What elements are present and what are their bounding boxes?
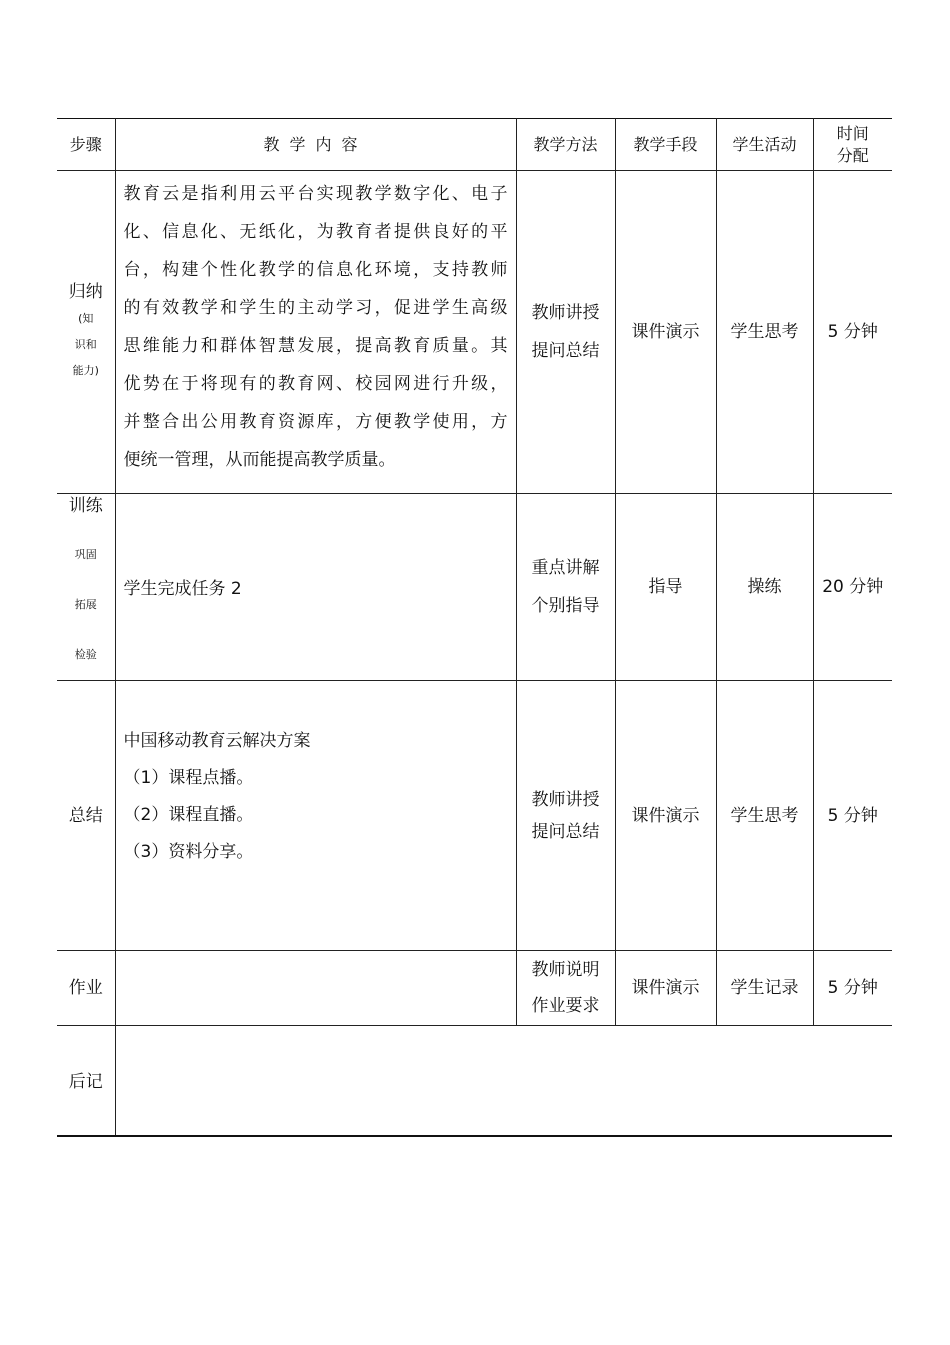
method-cell — [516, 171, 615, 494]
table-row — [57, 951, 892, 1026]
header-step — [57, 119, 115, 171]
method-cell — [516, 951, 615, 1026]
means-cell: 指导 — [615, 494, 716, 681]
step-main: 作业 — [68, 978, 103, 998]
method-line: 教师说明 — [531, 960, 600, 980]
content-cell — [115, 681, 516, 951]
step-sub: (知 — [78, 312, 94, 325]
header-activity: 学生活动 — [716, 119, 813, 171]
content-line: （2）课程直播。 — [123, 805, 254, 825]
table-row — [57, 681, 892, 951]
table-row — [57, 1026, 892, 1136]
step-main: 总结 — [68, 805, 103, 826]
table-row — [57, 171, 892, 494]
method-line: 作业要求 — [531, 996, 600, 1016]
step-sub: 能力) — [72, 364, 99, 377]
method-line: 个别指导 — [531, 596, 600, 616]
content-line: 思维能力和群体智慧发展，提高教育质量。其 — [123, 336, 508, 356]
method-cell — [516, 494, 615, 681]
step-cell — [57, 494, 115, 681]
content-line: 化、信息化、无纸化，为教育者提供良好的平 — [123, 222, 508, 242]
step-sub: 巩固 — [74, 548, 97, 561]
header-time — [813, 119, 892, 171]
means-cell: 课件演示 — [615, 171, 716, 494]
header-step-text: 步骤 — [69, 134, 102, 154]
activity-cell: 学生思考 — [716, 681, 813, 951]
step-sub: 识和 — [74, 338, 97, 351]
content-line: 学生完成任务 2 — [123, 579, 242, 599]
step-main: 后记 — [68, 1072, 103, 1092]
time-cell: 5 分钟 — [813, 951, 892, 1026]
means-cell: 课件演示 — [615, 951, 716, 1026]
activity-cell: 操练 — [716, 494, 813, 681]
content-line: 教育云是指利用云平台实现教学数字化、电子 — [123, 184, 508, 204]
activity-cell: 学生思考 — [716, 171, 813, 494]
activity-cell: 学生记录 — [716, 951, 813, 1026]
content-cell — [115, 494, 516, 681]
method-cell — [516, 681, 615, 951]
lesson-plan-table — [57, 118, 892, 1137]
step-main: 归纳 — [68, 282, 103, 302]
step-cell — [57, 681, 115, 951]
content-cell — [115, 951, 516, 1026]
afterword-content-cell — [115, 1026, 892, 1136]
method-line: 教师讲授 — [531, 303, 600, 323]
content-line: （3）资料分享。 — [123, 842, 254, 862]
time-cell: 20 分钟 — [813, 494, 892, 681]
means-cell: 课件演示 — [615, 681, 716, 951]
time-cell: 5 分钟 — [813, 681, 892, 951]
step-cell — [57, 951, 115, 1026]
header-row — [57, 119, 892, 171]
content-line: 并整合出公用教育资源库，方便教学使用，方 — [123, 412, 508, 432]
method-line: 提问总结 — [531, 341, 600, 361]
content-line: 台，构建个性化教学的信息化环境，支持教师 — [123, 260, 508, 280]
method-line: 教师讲授 — [531, 789, 600, 810]
header-means: 教学手段 — [615, 119, 716, 171]
content-line: （1）课程点播。 — [123, 768, 254, 788]
table-row — [57, 494, 892, 681]
method-line: 提问总结 — [531, 821, 600, 842]
content-line: 的有效教学和学生的主动学习，促进学生高级 — [123, 298, 508, 318]
content-line: 便统一管理，从而能提高教学质量。 — [123, 450, 396, 470]
content-line: 中国移动教育云解决方案 — [123, 731, 311, 751]
step-cell — [57, 1026, 115, 1136]
header-method: 教学方法 — [516, 119, 615, 171]
step-cell — [57, 171, 115, 494]
method-line: 重点讲解 — [531, 558, 600, 578]
step-sub: 拓展 — [74, 598, 97, 611]
time-cell: 5 分钟 — [813, 171, 892, 494]
step-sub: 检验 — [74, 648, 97, 661]
content-cell — [115, 171, 516, 494]
content-line: 优势在于将现有的教育网、校园网进行升级， — [123, 374, 508, 394]
header-content: 教学内容 — [115, 119, 516, 171]
header-time-text: 时间分配 — [836, 123, 869, 165]
step-main: 训练 — [68, 496, 103, 516]
